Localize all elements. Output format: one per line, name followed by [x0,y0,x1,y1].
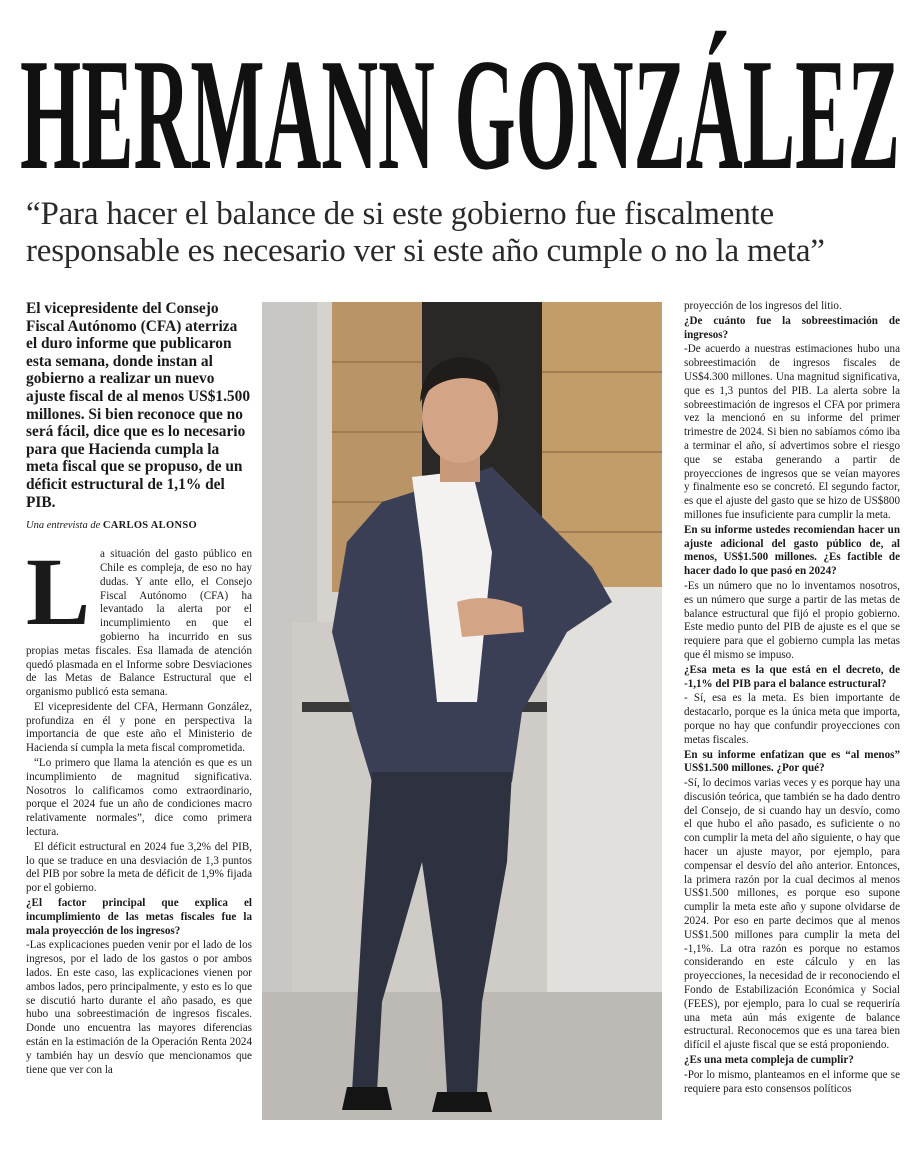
interview-answer: -Sí, lo decimos varias veces y es porque hay una discusión teórica, que también se ha dado dentro del Consejo, de si cuando hay un desvío, como el que hubo el año pasado, es suficiente o no con cumplir la meta del año siguiente, o hay que hacer un ajuste mayor, por ejemplo, para compensar el desvío del año anterior. Entonces, la primera razón por la cual decimos al menos US$1.500 millones, es porque eso supone cumplir la meta este año y supone olvidarse de 2024. Por eso en parte decimos que al menos US$1.500 millones para cumplir la meta del -1,1%. La otra razón es porque no estamos considerando en este cálculo y en las proyecciones, la necesidad de ir reconociendo el Fondo de Estabilización Económica y Social (FEES), por ejemplo, para lo cual se requeriría una meta aún más exigente de balance estructural. Reconocemos que es una tarea bien difícil el ajuste fiscal que se está proponiendo. [684,777,900,1052]
interview-answer: - Sí, esa es la meta. Es bien importante de destacarlo, porque es la única meta que importa, porque no hay que confundir proyecciones con metas fiscales. [684,692,900,746]
interview-answer: -Por lo mismo, planteamos en el informe que se requiere para esto consensos políticos [684,1068,900,1095]
byline-author: CARLOS ALONSO [102,520,197,532]
interview-question: En su informe ustedes recomiendan hacer un ajuste adicional del gasto público de, al menos, US$1.500 millones. ¿Es factible de hacer dado lo que pasó en 2024? [684,523,900,578]
interview-answer: -Es un número que no lo inventamos nosotros, es un número que surge a partir de las metas de balance estructural que fijó el propio gobierno. Este medio punto del PIB de ajuste es el que se requiere para que el gobierno cumpla las metas que él mismo se impuso. [684,579,900,661]
pull-quote: “Para hacer el balance de si este gobierno fue fiscalmente responsable es necesario ver si este año cumple o no la meta” [26,196,825,269]
right-column [684,300,900,1097]
interview-answer: -De acuerdo a nuestras estimaciones hubo una sobreestimación de ingresos fiscales de US$4.300 millones. Una magnitud significativa, que es 1,3 puntos del PIB. La alerta sobre la sobreestimación de ingresos el CFA por primera vez la mencionó en su informe del primer trimestre de 2024. Si bien no sabíamos cómo iba a terminar el año, sí advertimos sobre el riesgo que se estaba generando a partir de proyecciones de ingresos que se veían mayores y finalmente eso se concretó. El segundo factor, es que el ajuste del gasto que se hizo de US$800 millones fue insuficiente para cumplir la meta. [684,343,900,521]
portrait-photo [262,302,662,1120]
interview-answer: -Las explicaciones pueden venir por el lado de los ingresos, por el lado de los gastos o por ambos lados. En este caso, las explicaciones vienen por ambos lados, pero principalmente, y esto es lo que se discutió harto durante el año pasado, es que hubo una sobreestimación de ingresos fiscales. Donde uno encuentra las mayores diferencias están en la estimación de la Operación Renta 2024 y también hay un desvío que mencionamos que tiene que ver con la [26,939,252,1076]
article-body-right [684,300,900,1096]
interview-question: En su informe enfatizan que es “al menos” US$1.500 millones. ¿Por qué? [684,748,900,775]
byline [26,519,252,532]
article-body-left [26,548,252,1077]
article-paragraph: a situación del gasto público en Chile es compleja, de eso no hay dudas. Y ante ello, el Consejo Fiscal Autónomo (CFA) ha levantado la alerta por el incumplimiento en que el gobierno ha incurrido en sus propias metas fiscales. Esa llamada de atención quedó plasmada en el Informe sobre Desviaciones de las Metas de Balance Estructural que el organismo publicó esta semana. [26,548,252,699]
article-paragraph: proyección de los ingresos del litio. [684,300,842,312]
interview-question: ¿De cuánto fue la sobreestimación de ingresos? [684,314,900,341]
interview-question: ¿Es una meta compleja de cumplir? [684,1054,854,1067]
interview-question: ¿Esa meta es la que está en el decreto, de -1,1% del PIB para el balance estructural? [684,663,900,690]
article-paragraph: El déficit estructural en 2024 fue 3,2% del PIB, lo que se traduce en una desviación de 1,3 puntos del PIB por sobre la meta de déficit de 1,9% fijada por el gobierno. [26,840,252,895]
article-paragraph: “Lo primero que llama la atención es que es un incumplimiento de magnitud significativa. Nosotros lo calificamos como extraordinario, porque el 2024 fue un año de condiciones macro relativamente normales”, dice como primera lectura. [26,757,252,839]
article-paragraph: El vicepresidente del CFA, Hermann González, profundiza en él y pone en perspectiva la importancia de que este año el Ministerio de Hacienda sí cumpla la meta fiscal comprometida. [26,700,252,755]
headline [0,8,920,178]
headline-text: HERMANN GONZÁLEZ [20,25,900,178]
lead-paragraph: El vicepresidente del Consejo Fiscal Autónomo (CFA) aterriza el duro informe que publicaron esta semana, donde instan al gobierno a realizar un nuevo ajuste fiscal de al menos US$1.500 millones. Si bien reconoce que no será fácil, dice que es lo necesario para que Hacienda cumpla la meta fiscal que se propuso, de un déficit estructural de 1,1% del PIB. [26,300,251,511]
interview-question: ¿El factor principal que explica el incumplimiento de las metas fiscales fue la mala proyección de los ingresos? [26,897,252,937]
portrait-illustration [262,302,662,1120]
byline-prefix: Una entrevista de [26,520,101,532]
left-column [26,300,252,1078]
drop-cap: L [26,548,91,646]
